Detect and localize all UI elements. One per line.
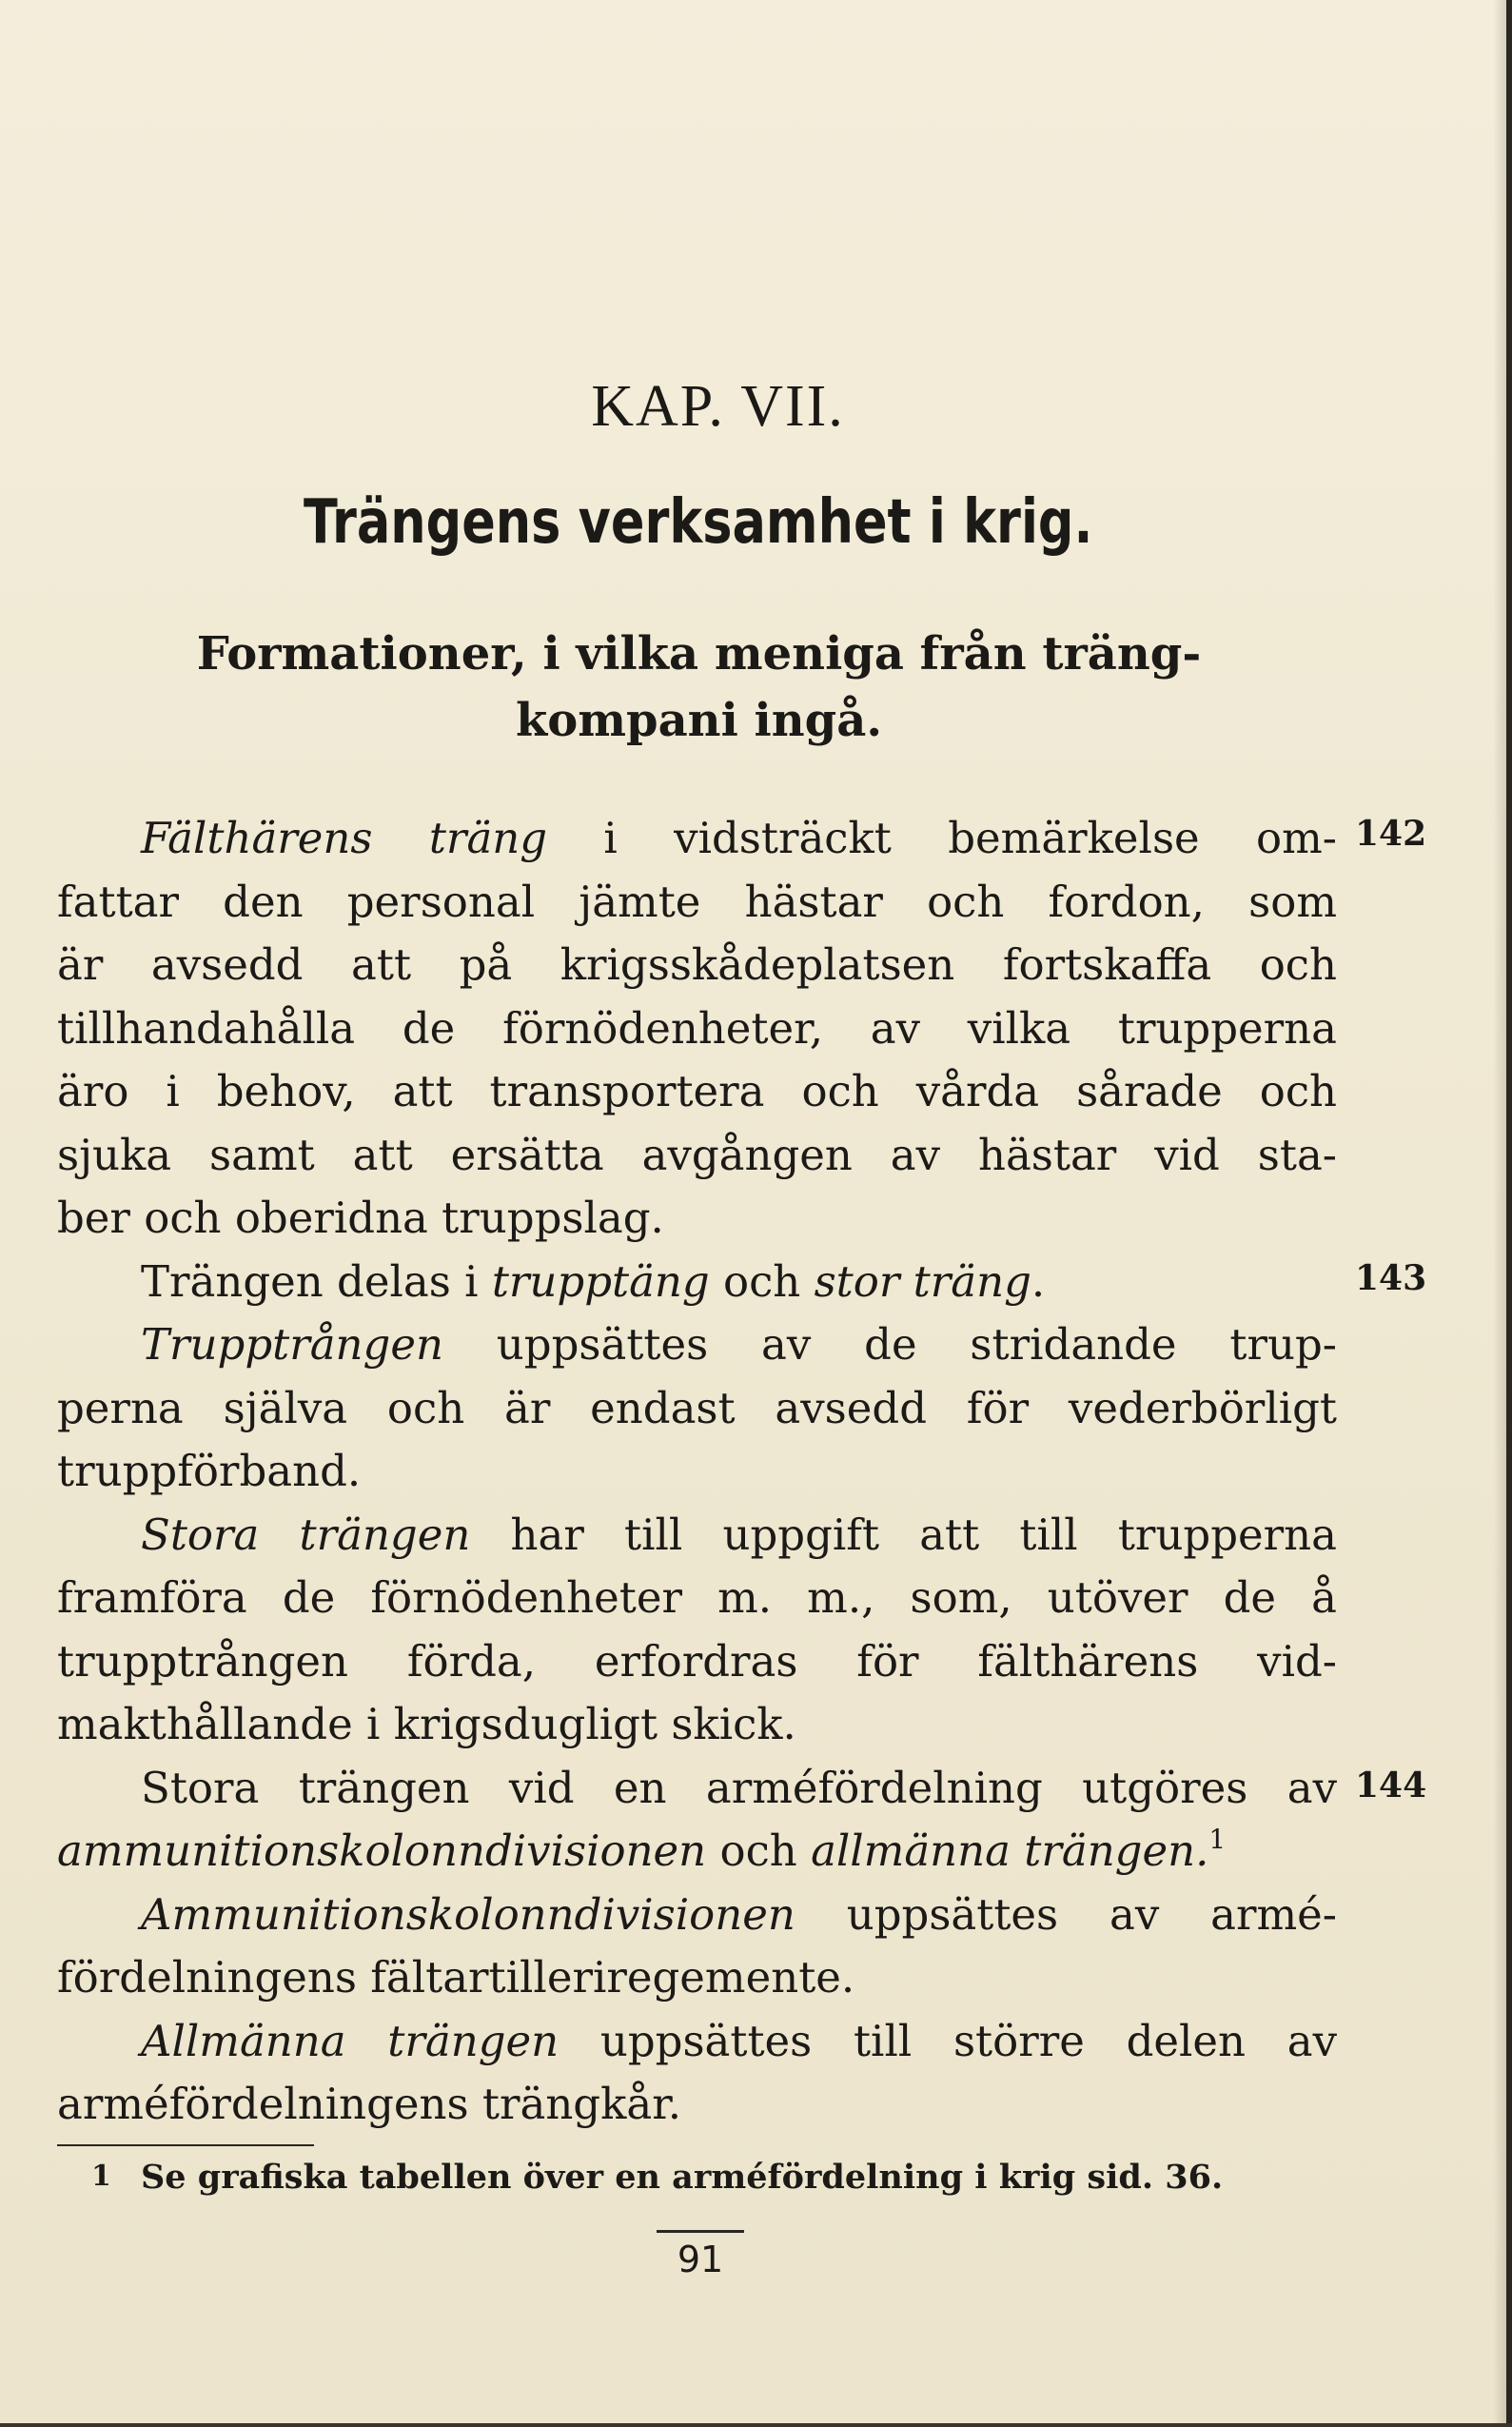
margin-number: 143 (1355, 1258, 1427, 1298)
page-number: 91 (677, 2239, 724, 2280)
text-line: ber och oberidna truppslag. (57, 1193, 664, 1243)
subtitle-line: Formationer, i vilka meniga från träng- (196, 627, 1202, 681)
margin-number: 144 (1355, 1766, 1427, 1805)
footnote-divider (57, 2144, 314, 2146)
text-line: Fälthärens träng i vidsträckt bemärkelse om- (141, 813, 1337, 863)
subtitle-line: kompani ingå. (515, 694, 883, 747)
footnote-text: Se grafiska tabellen över en arméfördelning i krig sid. 36. (141, 2158, 1224, 2197)
chapter-heading: KAP. VII. (591, 374, 845, 439)
body-text (57, 807, 1337, 2137)
page-title: Trängens verksamhet i krig. (303, 487, 1093, 558)
text-line: äro i behov, att transportera och vårda sårade och (57, 1066, 1337, 1116)
text-line: fattar den personal jämte hästar och fordon, som (57, 876, 1337, 927)
margin-number: 142 (1355, 814, 1427, 854)
text-line: fördelningens fältartilleriregemente. (57, 1952, 855, 2003)
text-line: sjuka samt att ersätta avgången av hästar vid sta- (57, 1129, 1337, 1180)
text-line: Trupptrången uppsättes av de stridande trup- (141, 1319, 1337, 1370)
footnote-reference: 1 (1208, 1824, 1227, 1855)
text-line: Stora trängen vid en arméfördelning utgöres av (141, 1762, 1337, 1813)
page-edge (1506, 0, 1512, 2427)
page-bottom-edge (0, 2423, 1512, 2427)
text-line: framföra de förnödenheter m. m., som, utöver de å (57, 1572, 1337, 1623)
text-line: Ammunitionskolonndivisionen uppsättes av armé- (141, 1888, 1337, 1940)
footnote-mark: 1 (91, 2160, 111, 2193)
text-line: truppförband. (57, 1446, 362, 1496)
section-subtitle (0, 621, 1512, 754)
text-line: Allmänna trängen uppsättes till större delen av (141, 2015, 1337, 2066)
page-number-rule (657, 2230, 744, 2233)
text-line: perna själva och är endast avsedd för vederbörligt (57, 1382, 1337, 1433)
text-line: arméfördelningens trängkår. (57, 2079, 682, 2129)
text-line: är avsedd att på krigsskådeplatsen fortskaffa och (57, 939, 1337, 990)
text-line: makthållande i krigsdugligt skick. (57, 1699, 796, 1749)
text-line: ammunitionskolonndivisionen och allmänna trängen.$^1$ (57, 1824, 1227, 1876)
page-edge-shadow (1493, 0, 1506, 2427)
text-line: Stora trängen har till uppgift att till trupperna (141, 1509, 1337, 1560)
footnote (91, 2158, 1340, 2197)
text-line: tillhandahålla de förnödenheter, av vilka trupperna (57, 1002, 1337, 1054)
text-line: Trängen delas i trupptäng och stor träng. (141, 1255, 1046, 1307)
text-line: trupptrången förda, erfordras för fälthärens vid- (57, 1635, 1337, 1687)
